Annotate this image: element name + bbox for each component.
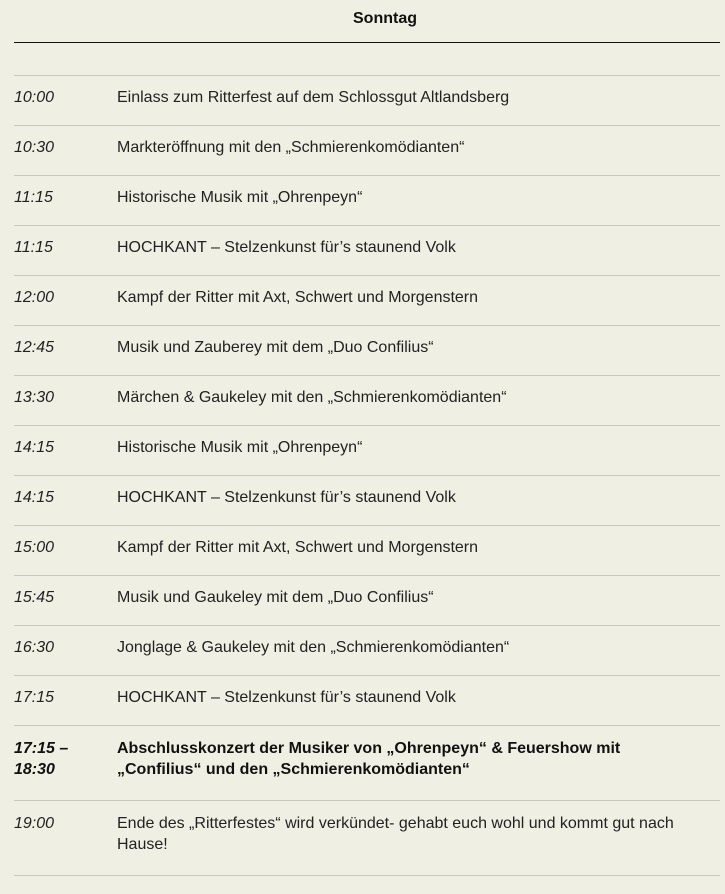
event-description: Musik und Zauberey mit dem „Duo Confilius“ <box>117 339 434 356</box>
event-time: 10:00 <box>14 89 55 106</box>
event-time: 11:15 <box>14 239 53 256</box>
table-row <box>14 426 720 476</box>
event-description: Märchen & Gaukeley mit den „Schmierenkomödianten“ <box>117 389 507 406</box>
event-description: Jonglage & Gaukeley mit den „Schmierenkomödianten“ <box>117 639 510 656</box>
event-time: 10:30 <box>14 139 55 156</box>
event-description: Einlass zum Ritterfest auf dem Schlossgut Altlandsberg <box>117 89 510 106</box>
event-description: HOCHKANT – Stelzenkunst für’s staunend Volk <box>117 239 456 256</box>
event-time: 14:15 <box>14 439 55 456</box>
event-time: 17:15 <box>14 689 55 706</box>
table-row <box>14 576 720 626</box>
event-description: HOCHKANT – Stelzenkunst für’s staunend Volk <box>117 689 456 706</box>
event-description: Markteröffnung mit den „Schmierenkomödianten“ <box>117 139 465 156</box>
day-title: Sonntag <box>353 10 417 27</box>
table-row-highlight <box>14 726 720 801</box>
event-time: 15:45 <box>14 589 55 606</box>
event-description: Ende des „Ritterfestes“ wird verkündet- gehabt euch wohl und kommt gut nach Hause! <box>117 815 674 853</box>
table-row <box>14 801 720 876</box>
table-header <box>14 0 720 43</box>
event-description: HOCHKANT – Stelzenkunst für’s staunend Volk <box>117 489 456 506</box>
table-row <box>14 676 720 726</box>
table-row <box>14 326 720 376</box>
event-time: 12:45 <box>14 339 55 356</box>
table-row <box>14 76 720 126</box>
event-time: 12:00 <box>14 289 55 306</box>
table-row <box>14 376 720 426</box>
event-description: Kampf der Ritter mit Axt, Schwert und Morgenstern <box>117 539 479 556</box>
event-time: 11:15 <box>14 189 53 206</box>
event-description: Musik und Gaukeley mit dem „Duo Confilius“ <box>117 589 434 606</box>
event-description: Historische Musik mit „Ohrenpeyn“ <box>117 189 363 206</box>
table-row <box>14 126 720 176</box>
table-row <box>14 476 720 526</box>
event-description: Kampf der Ritter mit Axt, Schwert und Morgenstern <box>117 289 479 306</box>
table-row <box>14 226 720 276</box>
event-description: Abschlusskonzert der Musiker von „Ohrenpeyn“ & Feuershow mit „Confilius“ und den „Schmierenkomödianten“ <box>117 740 621 778</box>
event-time: 13:30 <box>14 389 55 406</box>
event-time: 17:15 – 18:30 <box>14 740 69 778</box>
event-time: 15:00 <box>14 539 55 556</box>
event-time: 16:30 <box>14 639 55 656</box>
event-time: 19:00 <box>14 815 55 832</box>
table-row <box>14 526 720 576</box>
table-row <box>14 276 720 326</box>
schedule-table <box>14 0 720 876</box>
event-description: Historische Musik mit „Ohrenpeyn“ <box>117 439 363 456</box>
table-row <box>14 176 720 226</box>
table-row <box>14 626 720 676</box>
event-time: 14:15 <box>14 489 55 506</box>
header-spacer-row <box>14 43 720 76</box>
